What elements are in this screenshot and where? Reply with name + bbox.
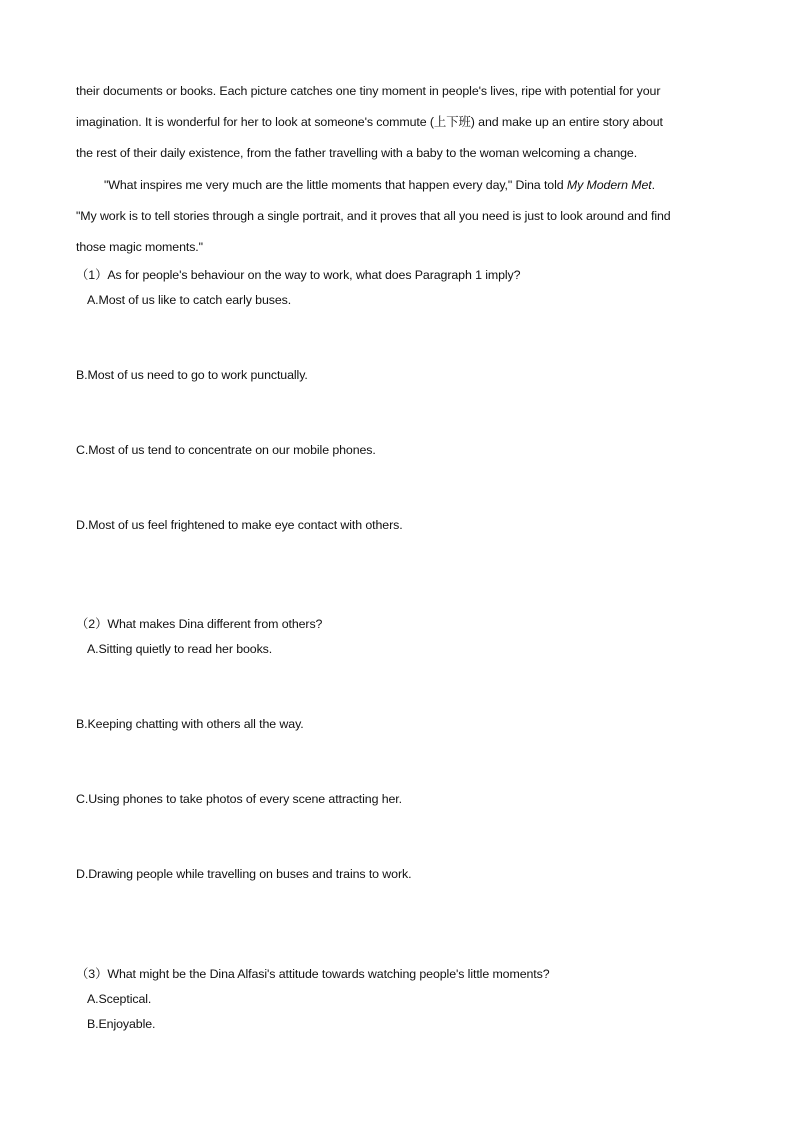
question-1-option-b: B.Most of us need to go to work punctually. xyxy=(76,368,308,382)
question-3-option-b: B.Enjoyable. xyxy=(87,1017,156,1031)
question-2-option-d: D.Drawing people while travelling on buses and trains to work. xyxy=(76,867,412,881)
question-2-stem: （2）What makes Dina different from others? xyxy=(76,617,323,631)
quote-end: . xyxy=(651,178,655,192)
question-2-option-a: A.Sitting quietly to read her books. xyxy=(87,642,273,656)
question-2-option-b: B.Keeping chatting with others all the way. xyxy=(76,717,304,731)
source-title: My Modern Met xyxy=(566,178,652,192)
question-1-option-c: C.Most of us tend to concentrate on our mobile phones. xyxy=(76,443,376,457)
question-1-option-a: A.Most of us like to catch early buses. xyxy=(87,293,292,307)
question-1-stem: （1）As for people's behaviour on the way to work, what does Paragraph 1 imply? xyxy=(76,268,521,282)
quote-text: "What inspires me very much are the little moments that happen every day," Dina told xyxy=(104,178,567,192)
question-3-stem: （3）What might be the Dina Alfasi's attitude towards watching people's little moments? xyxy=(76,967,550,981)
passage-line-2: imagination. It is wonderful for her to look at someone's commute (上下班) and make up an entire story about xyxy=(76,115,663,129)
passage-quote-line-2: "My work is to tell stories through a single portrait, and it proves that all you need is just to look around and find xyxy=(76,209,671,223)
passage-quote-line-1 xyxy=(104,177,655,193)
passage-line-3: the rest of their daily existence, from the father travelling with a baby to the woman welcoming a change. xyxy=(76,146,638,160)
question-3-option-a: A.Sceptical. xyxy=(87,992,152,1006)
question-1-option-d: D.Most of us feel frightened to make eye contact with others. xyxy=(76,518,403,532)
passage-quote-line-3: those magic moments." xyxy=(76,240,203,254)
question-2-option-c: C.Using phones to take photos of every scene attracting her. xyxy=(76,792,402,806)
passage-line-1: their documents or books. Each picture catches one tiny moment in people's lives, ripe with potential for your xyxy=(76,84,661,98)
